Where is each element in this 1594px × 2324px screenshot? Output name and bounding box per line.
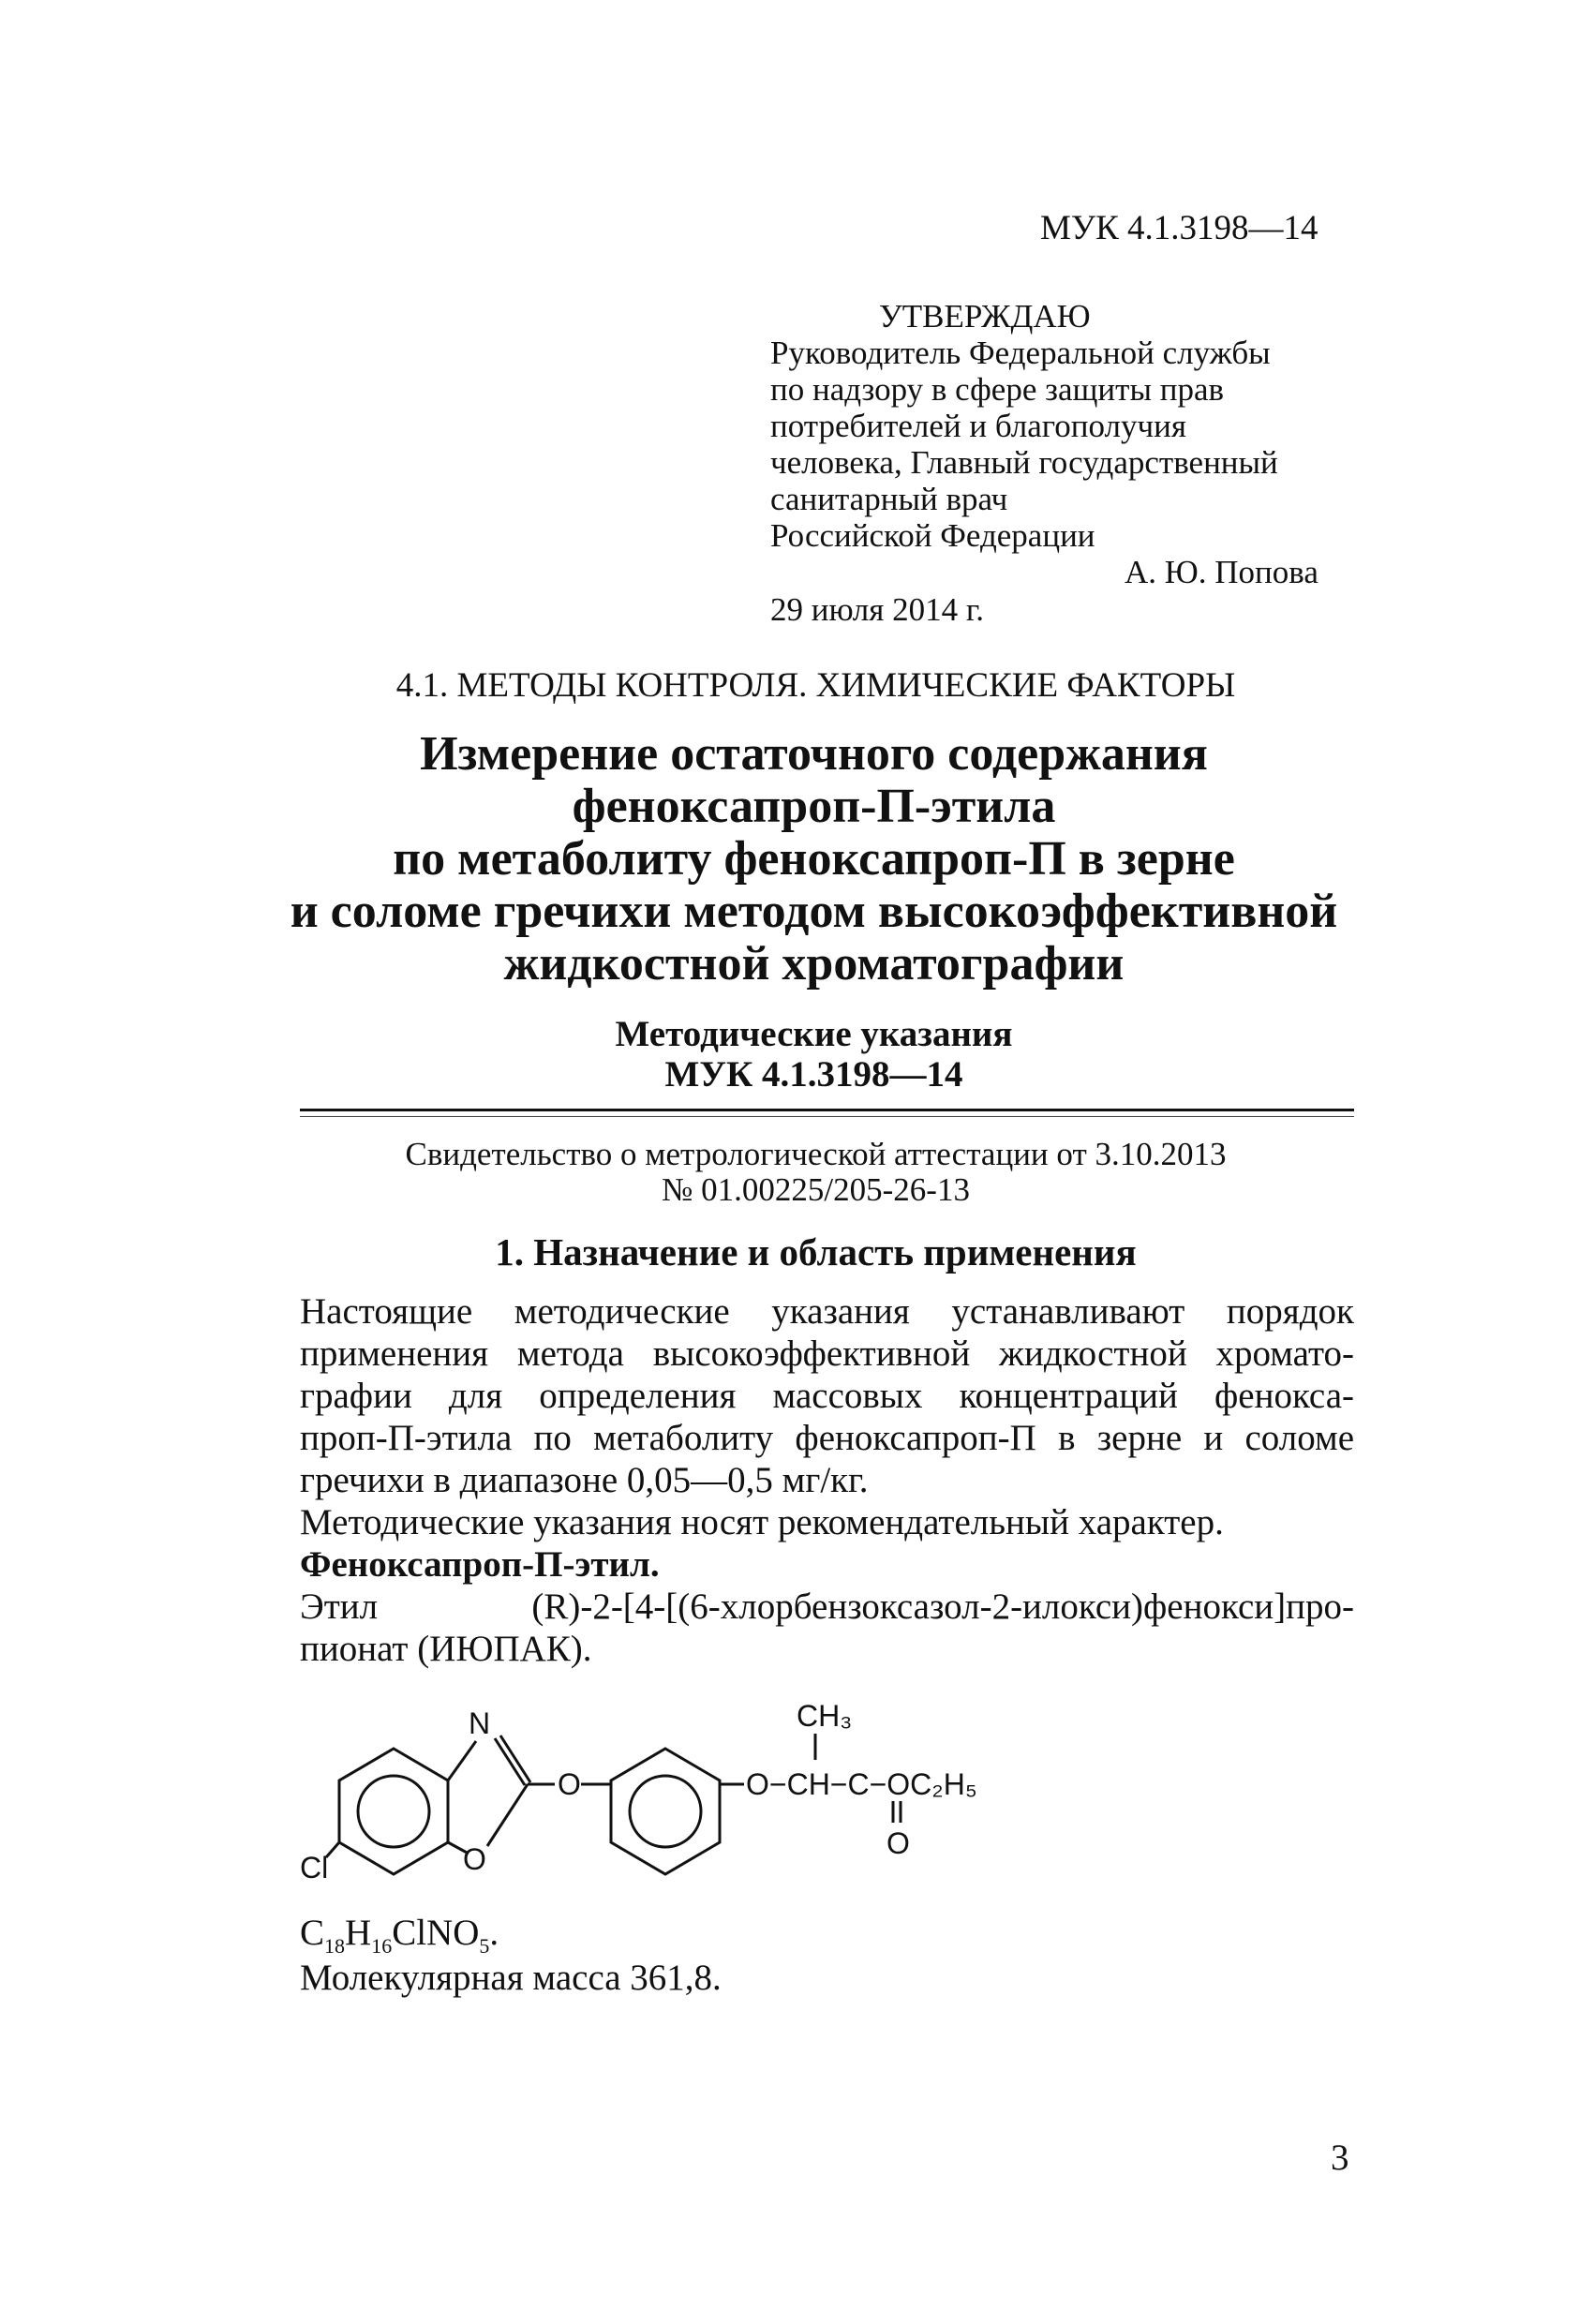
title-line: Измерение остаточного содержания bbox=[420, 727, 1208, 781]
certificate-number: № 01.00225/205-26-13 bbox=[662, 1171, 970, 1208]
divider-thin bbox=[300, 1116, 1354, 1117]
structural-formula bbox=[300, 1687, 1354, 1921]
title-line: и соломе гречихи методом высокоэффективной bbox=[290, 885, 1338, 938]
divider-thick bbox=[300, 1109, 1354, 1111]
molar-mass: Молекулярная масса 361,8. bbox=[300, 1958, 722, 1998]
subtitle-type: Методические указания bbox=[615, 1014, 1013, 1054]
iupac-name-line: пионат (ИЮПАК). bbox=[300, 1629, 592, 1669]
category-heading: 4.1. МЕТОДЫ КОНТРОЛЯ. ХИМИЧЕСКИЕ ФАКТОРЫ bbox=[395, 666, 1236, 705]
section-heading: 1. Назначение и область применения bbox=[495, 1230, 1137, 1274]
certificate-note bbox=[0, 1137, 1594, 1208]
benzene-ring-right bbox=[611, 1749, 720, 1874]
approval-line: санитарный врач bbox=[770, 481, 1008, 517]
paragraph-line: графии для определения массовых концентраций фенокса- bbox=[300, 1376, 1354, 1416]
approval-block bbox=[770, 298, 1318, 590]
benzene-ring-left bbox=[339, 1749, 448, 1874]
paragraph-line: применения метода высокоэффективной жидкостной хромато- bbox=[300, 1333, 1354, 1374]
approval-line: по надзору в сфере защиты прав bbox=[770, 371, 1225, 408]
subtitle-code: МУК 4.1.3198—14 bbox=[664, 1054, 963, 1095]
document-code: МУК 4.1.3198—14 bbox=[1040, 209, 1318, 247]
carbonyl-oxygen: O bbox=[886, 1826, 910, 1860]
approval-signer: А. Ю. Попова bbox=[1125, 554, 1318, 590]
atom-cl: Cl bbox=[300, 1851, 329, 1885]
ester-chain: O−CH−C−OC₂H₅ bbox=[746, 1767, 977, 1801]
section-paragraph bbox=[300, 1290, 1354, 1670]
approval-line: человека, Главный государственный bbox=[770, 444, 1278, 481]
iupac-name-line: Этил (R)-2-[4-[(6-хлорбензоксазол-2-илокси)фенокси]про- bbox=[300, 1587, 1354, 1627]
advisory-note: Методические указания носят рекомендательный характер. bbox=[300, 1502, 1224, 1542]
atom-o-ring: O bbox=[463, 1842, 486, 1876]
certificate-line: Свидетельство о метрологической аттестации от 3.10.2013 bbox=[405, 1136, 1227, 1172]
methyl-group: CH₃ bbox=[797, 1699, 853, 1733]
document-subtitle bbox=[0, 1014, 1594, 1095]
oxazole-ring bbox=[448, 1736, 555, 1854]
approval-date: 29 июля 2014 г. bbox=[770, 591, 984, 628]
approval-heading: УТВЕРЖДАЮ bbox=[879, 298, 1091, 335]
substance-name: Феноксапроп-П-этил. bbox=[300, 1544, 660, 1585]
approval-line: Руководитель Федеральной службы bbox=[770, 335, 1271, 371]
paragraph-line: Настоящие методические указания устанавливают порядок bbox=[300, 1291, 1354, 1332]
title-line: жидкостной хроматографии bbox=[503, 937, 1125, 991]
molecular-formula: $C_{18}H_{16}ClNO_5$. bbox=[300, 1913, 499, 1958]
title-line: феноксапроп-П-этила bbox=[572, 780, 1056, 833]
atom-o-link: O bbox=[558, 1767, 581, 1801]
paragraph-line: гречихи в диапазоне 0,05—0,5 мг/кг. bbox=[300, 1460, 869, 1500]
paragraph-line: проп-П-этила по метаболиту феноксапроп-П в зерне и соломе bbox=[300, 1418, 1354, 1458]
approval-line: Российской Федерации bbox=[770, 517, 1095, 554]
title-line: по метаболиту феноксапроп-П в зерне bbox=[393, 832, 1235, 886]
approval-line: потребителей и благополучия bbox=[770, 408, 1186, 444]
atom-n: N bbox=[469, 1706, 491, 1740]
page-number: 3 bbox=[1331, 2138, 1349, 2178]
document-title bbox=[0, 728, 1594, 991]
